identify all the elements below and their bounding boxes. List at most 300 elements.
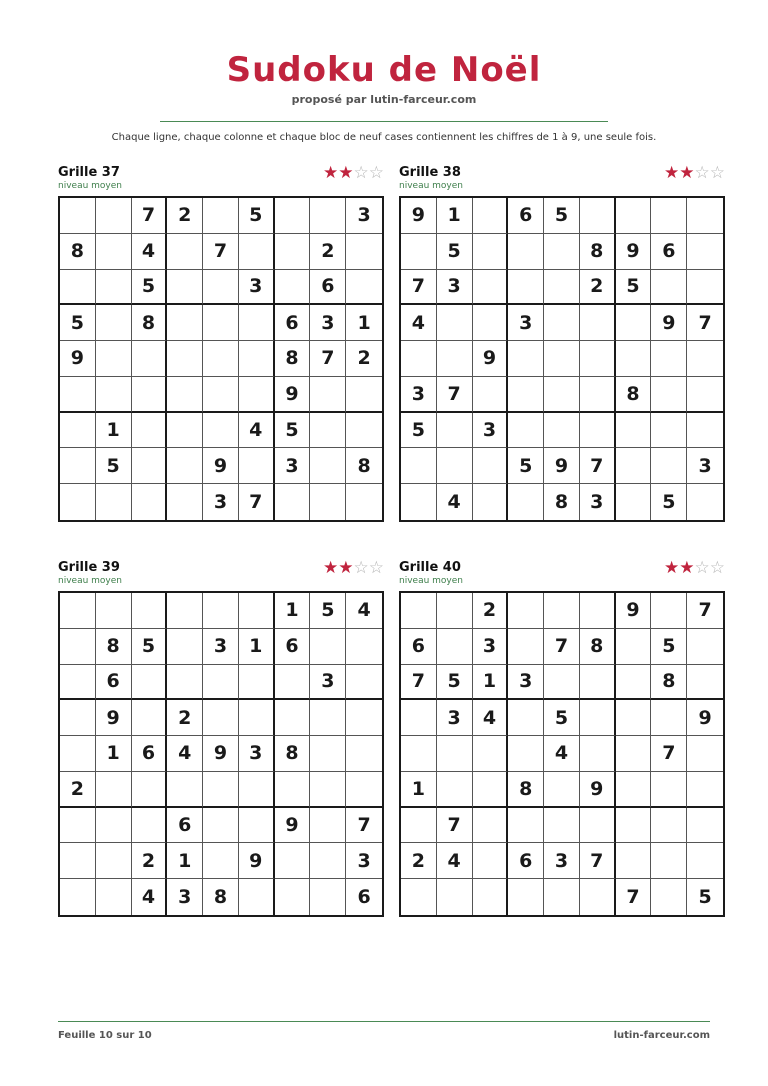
grid-cell xyxy=(96,593,132,629)
grid-cell xyxy=(580,808,616,844)
grid-cell xyxy=(60,484,96,520)
grid-cell: 5 xyxy=(698,886,712,909)
grid-cell xyxy=(60,843,96,879)
sudoku-grid xyxy=(399,196,725,522)
footer-divider xyxy=(58,1021,710,1022)
grid-cell: 2 xyxy=(60,772,96,808)
grid-cell xyxy=(96,234,132,270)
grid-cell: 3 xyxy=(508,305,544,341)
grid-cell: 2 xyxy=(473,593,509,629)
grid-cell: 7 xyxy=(651,736,687,772)
grid-cell xyxy=(473,305,509,341)
grid-cell xyxy=(60,808,96,844)
puzzle-title: Grille 37 xyxy=(58,165,120,180)
grid-cell xyxy=(687,665,723,701)
grid-cell: 6 xyxy=(357,886,371,909)
grid-cell xyxy=(544,808,580,844)
grid-cell xyxy=(651,843,687,879)
grid-cell xyxy=(275,843,311,879)
grid-cell xyxy=(687,736,723,772)
grid-cell: 3 xyxy=(473,413,509,449)
grid-cell: 8 xyxy=(346,448,382,484)
grid-cell xyxy=(346,484,382,520)
grid-cell xyxy=(651,448,687,484)
grid-cell: 6 xyxy=(651,234,687,270)
grid-cell xyxy=(275,234,311,270)
grid-cell: 9 xyxy=(203,448,239,484)
grid-cell xyxy=(544,593,580,629)
grid-cell xyxy=(310,198,346,234)
grid-cell xyxy=(508,700,544,736)
grid-cell: 6 xyxy=(132,736,168,772)
grid-cell: 3 xyxy=(687,448,723,484)
grid-cell xyxy=(203,772,239,808)
grid-cell: 7 xyxy=(544,629,580,665)
grid-cell xyxy=(275,700,311,736)
grid-cell: 1 xyxy=(96,736,132,772)
grid-cell: 5 xyxy=(239,198,275,234)
site-name: lutin-farceur.com xyxy=(613,1030,710,1041)
grid-cell: 4 xyxy=(239,413,275,449)
grid-cell xyxy=(96,270,132,306)
grid-cell xyxy=(616,484,652,520)
grid-cell xyxy=(508,808,544,844)
grid-cell: 8 xyxy=(275,736,311,772)
grid-cell xyxy=(167,305,203,341)
grid-cell xyxy=(651,700,687,736)
grid-cell xyxy=(401,234,437,270)
grid-cell: 5 xyxy=(616,270,652,306)
grid-cell: 8 xyxy=(508,772,544,808)
grid-cell xyxy=(687,808,723,844)
grid-cell xyxy=(473,448,509,484)
grid-cell xyxy=(580,665,616,701)
grid-cell xyxy=(401,484,437,520)
page-title: Sudoku de Noël xyxy=(226,50,542,90)
grid-cell: 5 xyxy=(310,593,346,629)
grid-cell: 3 xyxy=(346,843,382,879)
grid-cell xyxy=(310,736,346,772)
grid-cell xyxy=(616,341,652,377)
grid-cell: 6 xyxy=(96,665,132,701)
star-filled-icon: ★ xyxy=(338,558,354,578)
grid-cell: 4 xyxy=(437,484,473,520)
grid-cell xyxy=(616,448,652,484)
grid-cell xyxy=(401,448,437,484)
grid-cell xyxy=(310,448,346,484)
grid-cell: 2 xyxy=(167,700,203,736)
grid-cell xyxy=(310,843,346,879)
grid-cell xyxy=(508,593,544,629)
difficulty-stars xyxy=(664,165,725,182)
puzzle-level: niveau moyen xyxy=(399,576,463,586)
grid-cell xyxy=(96,843,132,879)
grid-cell xyxy=(167,234,203,270)
grid-cell xyxy=(473,234,509,270)
grid-cell xyxy=(580,879,616,915)
grid-cell xyxy=(437,448,473,484)
grid-cell: 4 xyxy=(544,736,580,772)
grid-cell xyxy=(96,198,132,234)
grid-cell xyxy=(60,448,96,484)
grid-cell xyxy=(580,305,616,341)
grid-cell xyxy=(437,305,473,341)
grid-cell xyxy=(239,665,275,701)
grid-cell xyxy=(616,665,652,701)
grid-cell xyxy=(346,629,382,665)
grid-cell xyxy=(401,341,437,377)
grid-cell xyxy=(616,700,652,736)
grid-cell: 5 xyxy=(437,234,473,270)
grid-cell: 5 xyxy=(401,413,437,449)
grid-cell xyxy=(132,341,168,377)
grid-cell: 1 xyxy=(239,629,275,665)
grid-cell: 3 xyxy=(401,377,437,413)
grid-cell: 2 xyxy=(132,843,168,879)
grid-cell xyxy=(310,700,346,736)
grid-cell xyxy=(687,341,723,377)
grid-cell xyxy=(580,377,616,413)
star-empty-icon: ☆ xyxy=(368,558,384,578)
grid-cell xyxy=(437,341,473,377)
sudoku-grid xyxy=(58,591,384,917)
grid-cell xyxy=(310,484,346,520)
grid-cell xyxy=(544,270,580,306)
grid-cell: 1 xyxy=(401,772,437,808)
grid-cell xyxy=(508,270,544,306)
grid-cell xyxy=(96,484,132,520)
grid-cell: 9 xyxy=(651,305,687,341)
grid-cell xyxy=(96,879,132,915)
grid-cell xyxy=(651,377,687,413)
grid-cell: 7 xyxy=(310,341,346,377)
grid-cell xyxy=(437,593,473,629)
grid-cell xyxy=(687,772,723,808)
grid-cell xyxy=(616,843,652,879)
puzzle-title: Grille 38 xyxy=(399,165,461,180)
grid-cell: 4 xyxy=(167,736,203,772)
grid-cell xyxy=(544,413,580,449)
grid-cell xyxy=(96,305,132,341)
grid-cell xyxy=(275,484,311,520)
grid-cell xyxy=(616,736,652,772)
grid-cell: 7 xyxy=(437,808,473,844)
grid-cell: 3 xyxy=(544,843,580,879)
grid-cell xyxy=(346,772,382,808)
grid-cell xyxy=(346,700,382,736)
grid-cell: 5 xyxy=(544,198,580,234)
grid-cell xyxy=(132,448,168,484)
grid-cell xyxy=(60,198,96,234)
grid-cell: 4 xyxy=(401,305,437,341)
grid-cell: 7 xyxy=(203,234,239,270)
grid-cell: 9 xyxy=(580,772,616,808)
grid-cell xyxy=(275,198,311,234)
grid-cell xyxy=(60,377,96,413)
sudoku-grid xyxy=(399,591,725,917)
star-empty-icon: ☆ xyxy=(709,558,725,578)
grid-cell xyxy=(203,593,239,629)
star-empty-icon: ☆ xyxy=(694,163,710,183)
grid-cell xyxy=(132,413,168,449)
grid-cell xyxy=(203,305,239,341)
grid-cell: 7 xyxy=(239,484,275,520)
grid-cell: 7 xyxy=(401,665,437,701)
grid-cell: 2 xyxy=(580,270,616,306)
grid-cell xyxy=(401,736,437,772)
puzzle-title: Grille 39 xyxy=(58,560,120,575)
grid-cell xyxy=(473,808,509,844)
grid-cell: 9 xyxy=(60,341,96,377)
grid-cell xyxy=(580,341,616,377)
grid-cell xyxy=(651,593,687,629)
grid-cell xyxy=(239,234,275,270)
grid-cell xyxy=(508,341,544,377)
grid-cell xyxy=(239,341,275,377)
puzzle-card xyxy=(58,560,388,925)
difficulty-stars xyxy=(664,560,725,577)
grid-cell: 6 xyxy=(401,629,437,665)
grid-cell xyxy=(346,377,382,413)
puzzle-level: niveau moyen xyxy=(58,576,122,586)
grid-cell: 4 xyxy=(132,879,168,915)
grid-cell xyxy=(132,593,168,629)
grid-cell: 3 xyxy=(437,700,473,736)
grid-cell xyxy=(473,270,509,306)
grid-cell xyxy=(203,665,239,701)
grid-cell xyxy=(651,198,687,234)
grid-cell: 9 xyxy=(96,700,132,736)
grid-cell: 8 xyxy=(275,341,311,377)
grid-cell xyxy=(167,341,203,377)
grid-cell: 7 xyxy=(580,843,616,879)
grid-cell: 8 xyxy=(651,665,687,701)
grid-cell xyxy=(508,413,544,449)
grid-cell: 3 xyxy=(437,270,473,306)
sudoku-grid xyxy=(58,196,384,522)
header-divider xyxy=(160,121,608,122)
grid-cell xyxy=(239,808,275,844)
grid-cell xyxy=(96,377,132,413)
grid-cell xyxy=(508,629,544,665)
grid-cell xyxy=(239,305,275,341)
grid-cell: 5 xyxy=(275,413,311,449)
grid-cell xyxy=(544,665,580,701)
grid-cell: 9 xyxy=(203,736,239,772)
grid-cell xyxy=(508,484,544,520)
grid-cell xyxy=(275,772,311,808)
grid-cell xyxy=(132,377,168,413)
grid-cell xyxy=(346,736,382,772)
grid-cell: 5 xyxy=(651,484,687,520)
grid-cell xyxy=(96,808,132,844)
grid-cell xyxy=(437,736,473,772)
page-counter: Feuille 10 sur 10 xyxy=(58,1030,152,1041)
grid-cell: 2 xyxy=(167,198,203,234)
grid-cell xyxy=(60,413,96,449)
star-filled-icon: ★ xyxy=(679,558,695,578)
grid-cell xyxy=(616,808,652,844)
grid-cell xyxy=(239,772,275,808)
grid-cell: 5 xyxy=(508,448,544,484)
grid-cell xyxy=(651,341,687,377)
puzzle-level: niveau moyen xyxy=(58,181,122,191)
grid-cell: 8 xyxy=(60,234,96,270)
grid-cell: 1 xyxy=(473,665,509,701)
grid-cell xyxy=(687,843,723,879)
grid-cell xyxy=(60,593,96,629)
grid-cell: 9 xyxy=(687,700,723,736)
grid-cell xyxy=(132,484,168,520)
grid-cell: 5 xyxy=(132,270,168,306)
grid-cell: 8 xyxy=(616,377,652,413)
grid-cell xyxy=(239,700,275,736)
grid-cell xyxy=(580,413,616,449)
grid-cell: 4 xyxy=(132,234,168,270)
grid-cell xyxy=(508,879,544,915)
grid-cell xyxy=(203,700,239,736)
grid-cell xyxy=(203,341,239,377)
grid-cell xyxy=(544,305,580,341)
grid-cell: 6 xyxy=(167,808,203,844)
grid-cell xyxy=(473,377,509,413)
grid-cell xyxy=(167,484,203,520)
grid-cell xyxy=(544,341,580,377)
grid-cell: 1 xyxy=(96,413,132,449)
grid-cell xyxy=(616,772,652,808)
grid-cell xyxy=(508,736,544,772)
grid-cell: 1 xyxy=(167,843,203,879)
grid-cell xyxy=(401,700,437,736)
star-filled-icon: ★ xyxy=(323,558,339,578)
grid-cell xyxy=(580,700,616,736)
grid-cell xyxy=(203,413,239,449)
star-empty-icon: ☆ xyxy=(709,163,725,183)
grid-cell xyxy=(687,377,723,413)
grid-cell xyxy=(544,879,580,915)
puzzle-title: Grille 40 xyxy=(399,560,461,575)
grid-cell: 3 xyxy=(473,629,509,665)
grid-cell xyxy=(687,413,723,449)
grid-cell: 9 xyxy=(401,198,437,234)
star-filled-icon: ★ xyxy=(323,163,339,183)
puzzle-card xyxy=(399,165,729,530)
puzzle-card xyxy=(58,165,388,530)
grid-cell: 7 xyxy=(346,808,382,844)
grid-cell xyxy=(167,593,203,629)
grid-cell xyxy=(239,879,275,915)
grid-cell: 5 xyxy=(132,629,168,665)
grid-cell xyxy=(616,629,652,665)
grid-cell: 3 xyxy=(167,879,203,915)
grid-cell: 3 xyxy=(508,665,544,701)
grid-cell: 4 xyxy=(473,700,509,736)
grid-cell xyxy=(60,700,96,736)
grid-cell: 1 xyxy=(346,305,382,341)
grid-cell xyxy=(473,484,509,520)
grid-cell xyxy=(167,448,203,484)
grid-cell xyxy=(96,341,132,377)
grid-cell xyxy=(132,808,168,844)
grid-cell: 5 xyxy=(544,700,580,736)
grid-cell xyxy=(239,448,275,484)
grid-cell: 7 xyxy=(580,448,616,484)
grid-cell xyxy=(687,198,723,234)
grid-cell xyxy=(167,270,203,306)
grid-cell xyxy=(60,270,96,306)
grid-cell: 7 xyxy=(401,270,437,306)
grid-cell xyxy=(310,629,346,665)
star-empty-icon: ☆ xyxy=(694,558,710,578)
grid-cell: 9 xyxy=(275,808,311,844)
grid-cell xyxy=(473,843,509,879)
grid-cell: 7 xyxy=(132,198,168,234)
grid-cell xyxy=(437,413,473,449)
grid-cell xyxy=(310,377,346,413)
grid-cell xyxy=(346,234,382,270)
grid-cell: 5 xyxy=(96,448,132,484)
grid-cell: 2 xyxy=(401,843,437,879)
grid-cell xyxy=(167,772,203,808)
grid-cell: 3 xyxy=(310,305,346,341)
grid-cell: 9 xyxy=(275,377,311,413)
grid-cell: 9 xyxy=(239,843,275,879)
grid-cell xyxy=(437,772,473,808)
grid-cell xyxy=(437,629,473,665)
grid-cell xyxy=(203,843,239,879)
grid-cell xyxy=(544,234,580,270)
star-empty-icon: ☆ xyxy=(353,163,369,183)
grid-cell: 2 xyxy=(310,234,346,270)
grid-cell xyxy=(616,198,652,234)
grid-cell xyxy=(96,772,132,808)
star-filled-icon: ★ xyxy=(664,163,680,183)
star-filled-icon: ★ xyxy=(338,163,354,183)
grid-cell xyxy=(508,377,544,413)
grid-cell: 5 xyxy=(651,629,687,665)
grid-cell xyxy=(437,879,473,915)
star-filled-icon: ★ xyxy=(664,558,680,578)
grid-cell xyxy=(473,736,509,772)
grid-cell: 1 xyxy=(275,593,311,629)
grid-cell xyxy=(544,772,580,808)
grid-cell xyxy=(651,879,687,915)
instructions-text: Chaque ligne, chaque colonne et chaque bloc de neuf cases contiennent les chiffres de 1 à 9, une seule fois. xyxy=(111,132,657,143)
grid-cell xyxy=(239,593,275,629)
grid-cell xyxy=(616,305,652,341)
grid-cell xyxy=(310,772,346,808)
grid-cell xyxy=(203,198,239,234)
grid-cell xyxy=(203,270,239,306)
star-empty-icon: ☆ xyxy=(368,163,384,183)
grid-cell: 6 xyxy=(508,198,544,234)
star-filled-icon: ★ xyxy=(679,163,695,183)
grid-cell: 9 xyxy=(616,593,652,629)
grid-cell: 8 xyxy=(544,484,580,520)
grid-cell xyxy=(346,270,382,306)
grid-cell: 3 xyxy=(203,484,239,520)
grid-cell xyxy=(167,665,203,701)
grid-cell xyxy=(132,665,168,701)
grid-cell xyxy=(167,629,203,665)
puzzle-level: niveau moyen xyxy=(399,181,463,191)
grid-cell: 9 xyxy=(544,448,580,484)
grid-cell: 6 xyxy=(275,305,311,341)
grid-cell: 3 xyxy=(239,270,275,306)
grid-cell xyxy=(275,879,311,915)
grid-cell xyxy=(60,879,96,915)
grid-cell xyxy=(167,413,203,449)
